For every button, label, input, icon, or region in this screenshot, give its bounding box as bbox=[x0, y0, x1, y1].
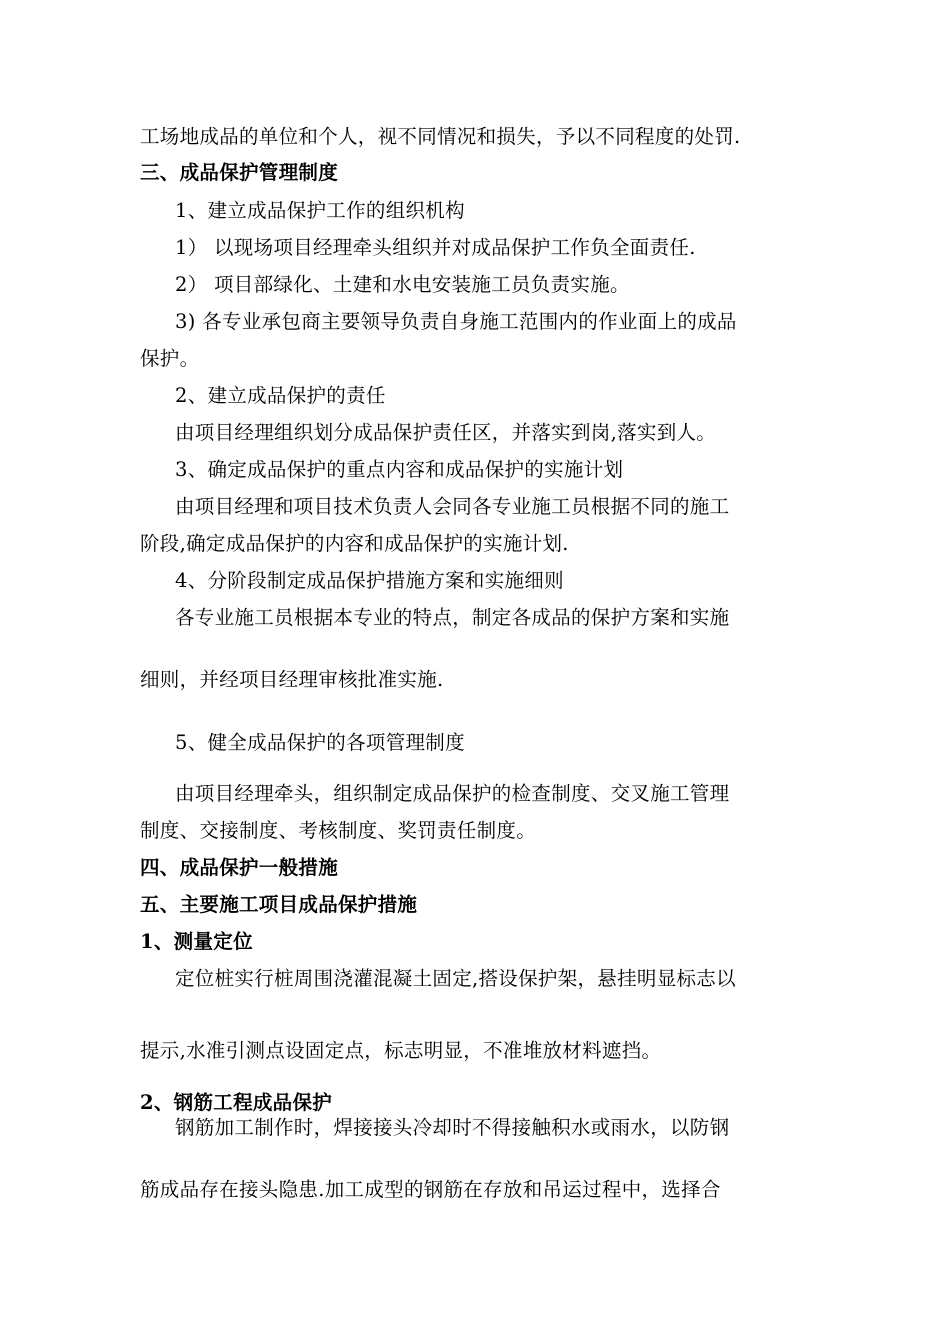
body-text: 筋成品存在接头隐患.加工成型的钢筋在存放和吊运过程中，选择合 bbox=[140, 1178, 721, 1201]
body-text: 各专业施工员根据本专业的特点，制定各成品的保护方案和实施 bbox=[175, 606, 730, 629]
body-text: 由项目经理牵头，组织制定成品保护的检查制度、交叉施工管理 bbox=[175, 782, 730, 805]
body-text: 工场地成品的单位和个人，视不同情况和损失，予以不同程度的处罚. bbox=[140, 125, 741, 148]
subheading-3: 3、确定成品保护的重点内容和成品保护的实施计划 bbox=[175, 458, 624, 481]
section-heading-4: 四、成品保护一般措施 bbox=[140, 856, 339, 879]
subsection-heading-2: 2、钢筋工程成品保护 bbox=[140, 1091, 333, 1114]
subheading-5: 5、健全成品保护的各项管理制度 bbox=[175, 731, 465, 754]
body-text: 保护。 bbox=[140, 347, 200, 370]
section-heading-5: 五、主要施工项目成品保护措施 bbox=[140, 893, 418, 916]
body-text: 1） 以现场项目经理牵头组织并对成品保护工作负全面责任. bbox=[175, 236, 696, 259]
body-text: 细则，并经项目经理审核批准实施. bbox=[140, 668, 444, 691]
body-text: 3) 各专业承包商主要领导负责自身施工范围内的作业面上的成品 bbox=[175, 310, 737, 333]
body-text: 钢筋加工制作时，焊接接头冷却时不得接触积水或雨水，以防钢 bbox=[175, 1116, 730, 1139]
subheading-1: 1、建立成品保护工作的组织机构 bbox=[175, 199, 465, 222]
section-heading-3: 三、成品保护管理制度 bbox=[140, 161, 339, 184]
body-text: 由项目经理和项目技术负责人会同各专业施工员根据不同的施工 bbox=[175, 495, 730, 518]
subsection-heading-1: 1、测量定位 bbox=[140, 930, 253, 953]
body-text: 定位桩实行桩周围浇灌混凝土固定,搭设保护架，悬挂明显标志以 bbox=[175, 967, 736, 990]
subheading-4: 4、分阶段制定成品保护措施方案和实施细则 bbox=[175, 569, 564, 592]
body-text: 阶段,确定成品保护的内容和成品保护的实施计划. bbox=[140, 532, 569, 555]
body-text: 由项目经理组织划分成品保护责任区，并落实到岗,落实到人。 bbox=[175, 421, 717, 444]
body-text: 提示,水准引测点设固定点，标志明显，不准堆放材料遮挡。 bbox=[140, 1039, 662, 1062]
body-text: 制度、交接制度、考核制度、奖罚责任制度。 bbox=[140, 819, 537, 842]
body-text: 2） 项目部绿化、土建和水电安装施工员负责实施。 bbox=[175, 273, 630, 296]
subheading-2: 2、建立成品保护的责任 bbox=[175, 384, 386, 407]
